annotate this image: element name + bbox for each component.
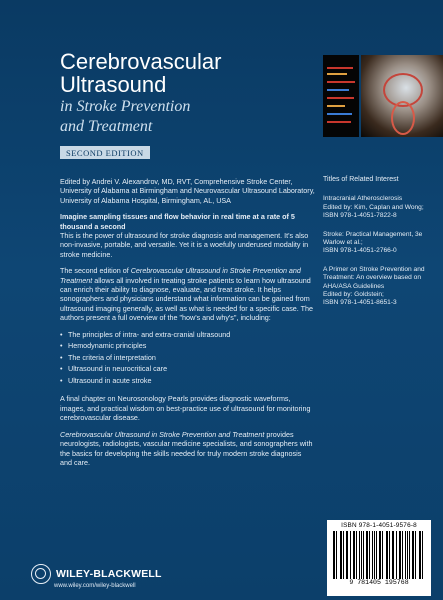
related-title-item (323, 195, 441, 220)
overview-text-a: The second edition of (60, 266, 131, 276)
overview-text-b: allows all involved in treating stroke patients to learn how ultrasound can enrich their ability to diagnose, evaluate, and treat stroke. It helps sonographers and physicians understand what information can be gained from ultrasound imaging generally, as well as what is needed for a specific case. The authors present a full overview of the "how's and why's", including: (60, 275, 314, 323)
related-title-editors: Edited by: Goldstein; (323, 291, 384, 299)
editor-credit: Edited by Andrei V. Alexandrov, MD, RVT, Comprehensive Stroke Center, University of Alabama at Birmingham and Neurovascular Ultrasound Laboratory, University of Alabama Hospital, Birmingham, AL, USA (60, 177, 315, 205)
overview-paragraph (60, 266, 315, 322)
edition-badge: SECOND EDITION (60, 146, 150, 159)
related-title-isbn: ISBN 978-1-4051-8651-3 (323, 299, 397, 307)
related-title-name: Intracranial Atherosclerosis (323, 195, 403, 203)
cover-images (323, 55, 443, 137)
publisher-url[interactable]: www.wiley.com/wiley-blackwell (54, 583, 136, 589)
related-title-editors: Edited by: Kim, Caplan and Wong; (323, 203, 424, 211)
publisher-logo (31, 564, 162, 584)
audience-paragraph (60, 430, 315, 468)
audience-book-title: Cerebrovascular Ultrasound in Stroke Prevention and Treatment (60, 429, 265, 439)
related-title-item (323, 266, 441, 308)
related-title-item (323, 231, 441, 256)
barcode (327, 520, 431, 596)
book-subtitle-line1: in Stroke Prevention (60, 98, 191, 115)
list-item: • Ultrasound in acute stroke (60, 376, 315, 385)
list-item: • Ultrasound in neurocritical care (60, 364, 315, 373)
overview-book-title: Cerebrovascular Ultrasound in Stroke Prevention and Treatment (60, 266, 301, 285)
list-item: • The principles of intra- and extra-cranial ultrasound (60, 330, 315, 339)
book-subtitle-line2: and Treatment (60, 118, 153, 135)
book-title-line1: Cerebrovascular (60, 49, 222, 74)
topics-list (60, 330, 315, 386)
audience-text: provides neurologists, radiologists, vascular medicine specialists, and sonographers with the basics for developing the skills needed for truly modern stroke diagnosis and care. (60, 429, 313, 467)
related-title-name: A Primer on Stroke Prevention and Treatment: An overview based on AHA/ASA Guidelines (323, 265, 425, 290)
barcode-isbn: ISBN 978-1-4051-9576-8 (341, 522, 417, 529)
list-item: • The criteria of interpretation (60, 353, 315, 362)
barcode-digits: 9 781405 195768 (327, 579, 431, 586)
list-item: • Hemodynamic principles (60, 341, 315, 350)
related-title-isbn: ISBN 978-1-4051-2766-0 (323, 247, 397, 255)
barcode-bars (333, 531, 425, 585)
book-title-line2: Ultrasound (60, 72, 167, 97)
related-titles (323, 176, 441, 318)
main-description (60, 177, 315, 474)
intro-paragraph: This is the power of ultrasound for stroke diagnosis and management. It's also non-invasive, portable, and versatile. Yet it is a woefully underused modality in stroke medicine. (60, 231, 309, 259)
related-titles-heading: Titles of Related Interest (323, 176, 399, 183)
related-title-name: Stroke: Practical Management, 3e (323, 230, 423, 238)
title-block (60, 50, 221, 161)
pearls-paragraph: A final chapter on Neurosonology Pearls provides diagnostic waveforms, images, and practical wisdom on best-practice use of ultrasound for monitoring cerebrovascular disease. (60, 394, 311, 423)
publisher-name: WILEY-BLACKWELL (56, 568, 162, 580)
brain-scan-image (361, 55, 443, 137)
ultrasound-image (323, 55, 359, 137)
related-title-isbn: ISBN 978-1-4051-7822-8 (323, 212, 397, 220)
related-title-editors: Warlow et al.; (323, 239, 363, 247)
wiley-logo-icon (31, 564, 51, 584)
headline: Imagine sampling tissues and flow behavior in real time at a rate of 5 thousand a second (60, 212, 295, 231)
